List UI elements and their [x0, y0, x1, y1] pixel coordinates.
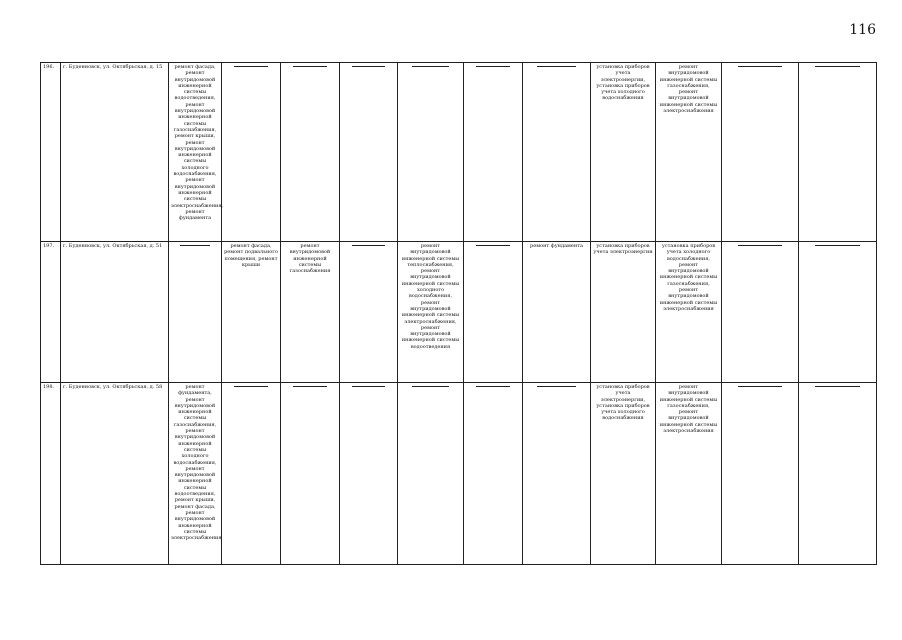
dash-mark [738, 386, 783, 387]
work-cell: установка приборов учета электроэнергии [591, 242, 656, 383]
empty-cell [398, 383, 464, 565]
work-cell: ремонт внутридомовой инженерной системы газоснабжения, ремонт внутридомовой инженерной системы электроснабжения [656, 383, 722, 565]
row-number: 197. [41, 242, 61, 383]
empty-cell [523, 383, 591, 565]
dash-mark [815, 245, 860, 246]
work-cell: ремонт фундамента [523, 242, 591, 383]
dash-mark [815, 66, 860, 67]
dash-mark [476, 66, 509, 67]
dash-mark [476, 245, 509, 246]
empty-cell [464, 63, 523, 242]
empty-cell [340, 63, 398, 242]
dash-mark [738, 245, 783, 246]
dash-mark [180, 245, 210, 246]
dash-mark [352, 386, 385, 387]
empty-cell [722, 242, 799, 383]
dash-mark [293, 386, 326, 387]
work-cell: установка приборов учета электроэнергии, установка приборов учета холодного водоснабжения [591, 383, 656, 565]
dash-mark [537, 386, 576, 387]
row-number: 196. [41, 63, 61, 242]
work-cell: ремонт фасада, ремонт внутридомовой инженерной системы водоотведения, ремонт внутридомовой инженерной системы газоснабжения, ремонт крыши, ремонт внутридомовой инженерной системы холодного водоснабжения, ремонт внутридомовой инженерной системы электроснабжения, ремонт фундамента [169, 63, 222, 242]
empty-cell [340, 242, 398, 383]
empty-cell [281, 383, 340, 565]
dash-mark [537, 66, 576, 67]
empty-cell [799, 383, 877, 565]
page-number: 116 [849, 22, 876, 38]
dash-mark [234, 66, 267, 67]
empty-cell [169, 242, 222, 383]
empty-cell [398, 63, 464, 242]
empty-cell [722, 63, 799, 242]
table-row [41, 63, 877, 242]
work-cell: ремонт фасада, ремонт подвального помещения, ремонт крыши [222, 242, 281, 383]
work-cell: ремонт внутридомовой инженерной системы газоснабжения, ремонт внутридомовой инженерной системы электроснабжения [656, 63, 722, 242]
dash-mark [352, 245, 385, 246]
empty-cell [523, 63, 591, 242]
row-address: г. Буденновск, ул. Октябрьская, д. 51 [61, 242, 169, 383]
empty-cell [281, 63, 340, 242]
empty-cell [464, 383, 523, 565]
empty-cell [799, 242, 877, 383]
empty-cell [222, 63, 281, 242]
dash-mark [352, 66, 385, 67]
empty-cell [799, 63, 877, 242]
work-cell: ремонт внутридомовой инженерной системы теплоснабжения, ремонт внутридомовой инженерной системы холодного водоснабжения, ремонт внутридомовой инженерной системы электроснабжения, ремонт внутридомовой инженерной системы водоотведения [398, 242, 464, 383]
work-cell: ремонт внутридомовой инженерной системы газоснабжения [281, 242, 340, 383]
dash-mark [412, 386, 450, 387]
dash-mark [412, 66, 450, 67]
work-cell: установка приборов учета электроэнергии, установка приборов учета холодного водоснабжения [591, 63, 656, 242]
empty-cell [222, 383, 281, 565]
dash-mark [293, 66, 326, 67]
work-cell: установка приборов учета холодного водоснабжения, ремонт внутридомовой инженерной системы газоснабжения, ремонт внутридомовой инженерной системы электроснабжения [656, 242, 722, 383]
dash-mark [738, 66, 783, 67]
empty-cell [464, 242, 523, 383]
empty-cell [340, 383, 398, 565]
work-cell: ремонт фундамента, ремонт внутридомовой инженерной системы газоснабжения, ремонт внутридомовой инженерной системы холодного водоснабжения, ремонт внутридомовой инженерной системы водоотведения, ремонт крыши, ремонт фасада, ремонт внутридомовой инженерной системы электроснабжения [169, 383, 222, 565]
table-row [41, 383, 877, 565]
row-address: г. Буденновск, ул. Октябрьская, д. 15 [61, 63, 169, 242]
schedule-table [40, 62, 877, 565]
dash-mark [476, 386, 509, 387]
row-address: г. Буденновск, ул. Октябрьская, д. 58 [61, 383, 169, 565]
empty-cell [722, 383, 799, 565]
dash-mark [234, 386, 267, 387]
table-row [41, 242, 877, 383]
dash-mark [815, 386, 860, 387]
row-number: 198. [41, 383, 61, 565]
